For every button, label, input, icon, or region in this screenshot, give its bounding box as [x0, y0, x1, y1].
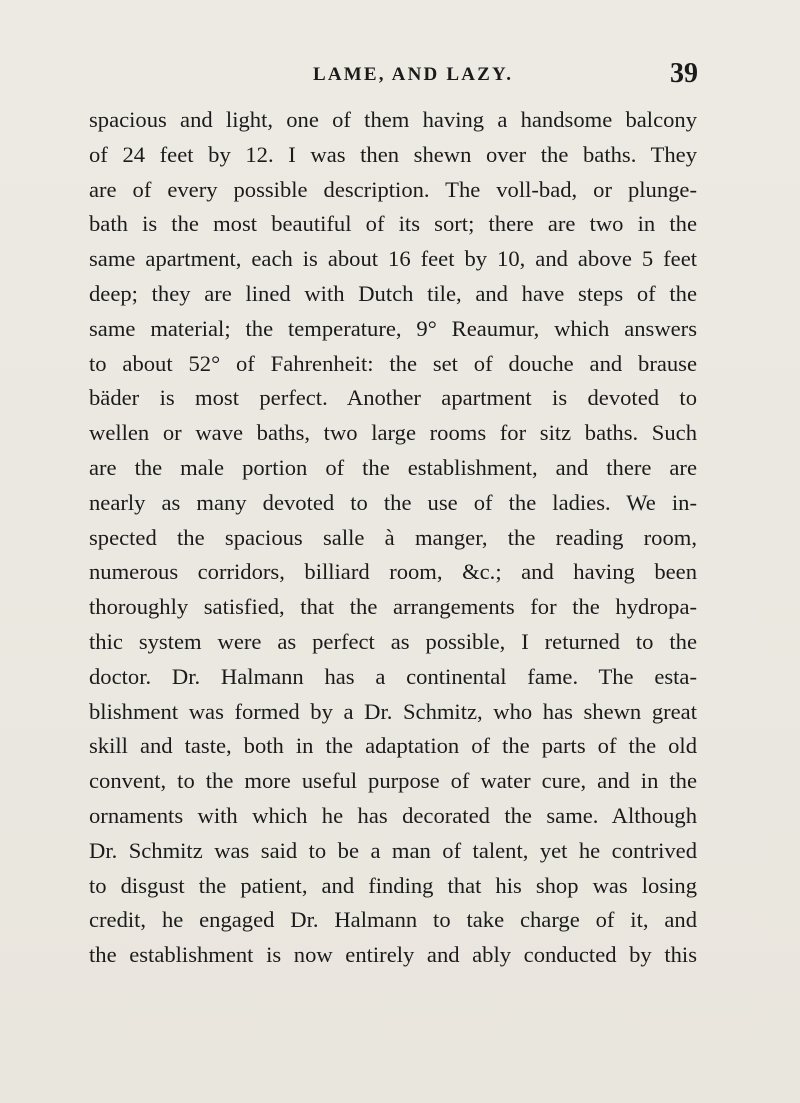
text-line: wellen or wave baths, two large rooms for sitz baths. Such — [89, 420, 697, 446]
page-number: 39 — [670, 58, 698, 89]
text-line: credit, he engaged Dr. Halmann to take charge of it, and — [89, 907, 697, 933]
text-line: Dr. Schmitz was said to be a man of talent, yet he contrived — [89, 837, 697, 863]
text-line: to disgust the patient, and finding that his shop was losing — [89, 872, 697, 898]
text-line: numerous corridors, billiard room, &c.; and having been — [89, 559, 697, 585]
text-line: the establishment is now entirely and ably conducted by this — [89, 942, 697, 968]
text-line: skill and taste, both in the adaptation of the parts of the old — [89, 733, 697, 759]
text-line: to about 52° of Fahrenheit: the set of douche and brause — [89, 350, 697, 376]
text-line: of 24 feet by 12. I was then shewn over the baths. They — [89, 141, 697, 167]
text-line: same apartment, each is about 16 feet by 10, and above 5 feet — [89, 246, 697, 272]
text-line: bäder is most perfect. Another apartment is devoted to — [89, 385, 697, 411]
text-line: thic system were as perfect as possible, I returned to the — [89, 628, 697, 654]
running-head — [88, 58, 698, 92]
running-title: LAME, AND LAZY. — [313, 64, 514, 85]
body-text — [89, 103, 697, 973]
text-line: deep; they are lined with Dutch tile, and have steps of the — [89, 280, 697, 306]
text-line: spacious and light, one of them having a handsome balcony — [89, 107, 697, 132]
text-line: thoroughly satisfied, that the arrangements for the hydropa- — [89, 594, 697, 620]
text-line: same material; the temperature, 9° Reaumur, which answers — [89, 315, 697, 341]
text-line: bath is the most beautiful of its sort; there are two in the — [89, 211, 697, 237]
text-line: are of every possible description. The voll-bad, or plunge- — [89, 176, 697, 202]
text-line: doctor. Dr. Halmann has a continental fame. The esta- — [89, 663, 697, 689]
text-line: are the male portion of the establishment, and there are — [89, 454, 697, 480]
text-line: spected the spacious salle à manger, the reading room, — [89, 524, 697, 550]
text-line: ornaments with which he has decorated the same. Although — [89, 802, 697, 828]
text-line: blishment was formed by a Dr. Schmitz, who has shewn great — [89, 698, 697, 724]
text-line: nearly as many devoted to the use of the ladies. We in- — [89, 489, 697, 515]
text-line: convent, to the more useful purpose of water cure, and in the — [89, 768, 697, 794]
